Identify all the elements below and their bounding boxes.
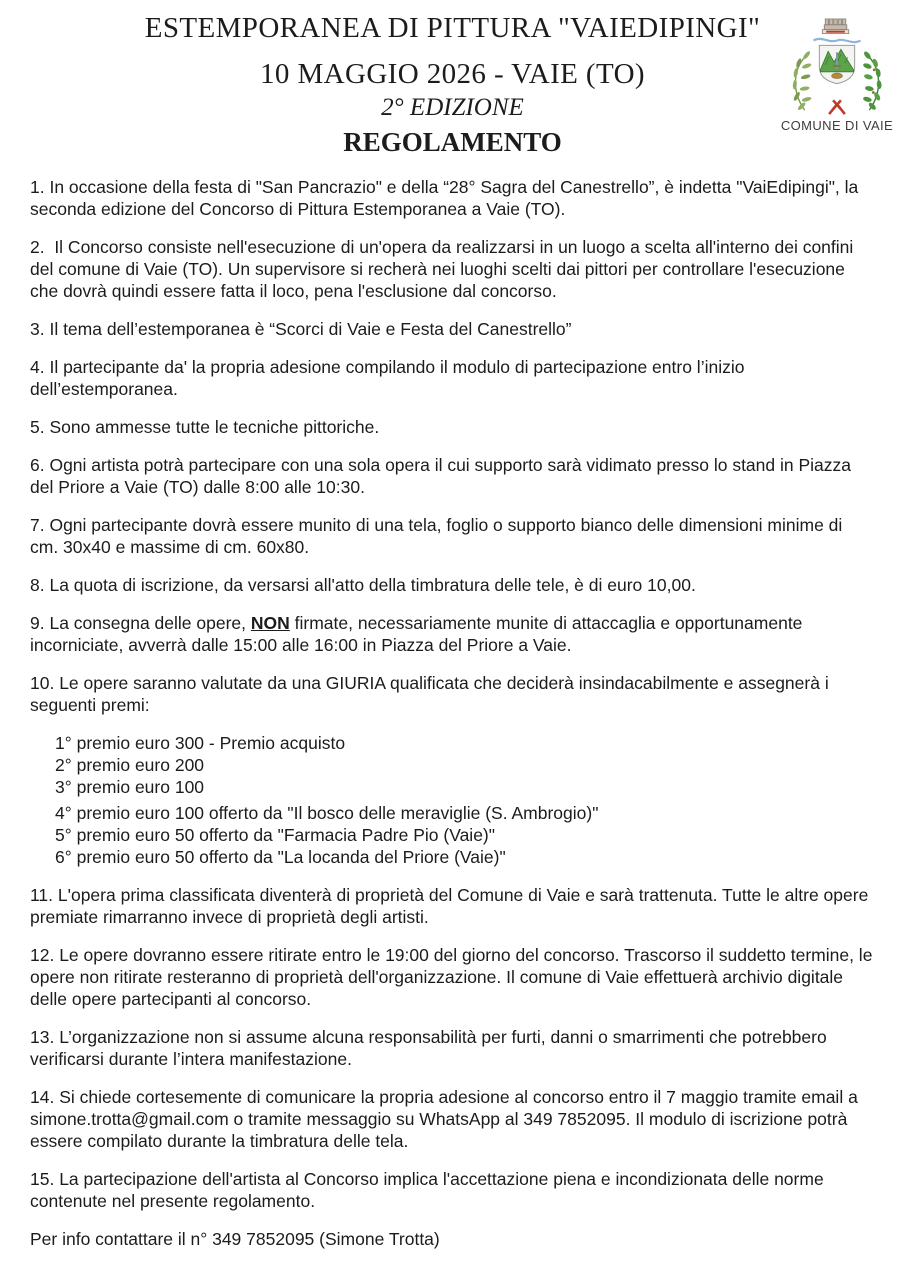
rule-11: 11. L'opera prima classificata diventerà di proprietà del Comune di Vaie e sarà trattenuta. Tutte le altre opere premiate rimarranno invece di proprietà degli artisti.	[30, 885, 869, 927]
logo-caption: COMUNE DI VAIE	[780, 118, 894, 133]
prize-item-5: 5° premio euro 50 offerto da "Farmacia Padre Pio (Vaie)"	[55, 825, 495, 845]
rule-14: 14. Si chiede cortesemente di comunicare la propria adesione al concorso entro il 7 maggio tramite email a simone.trotta@gmail.com o tramite messaggio su WhatsApp al 349 7852095. Il modulo di iscrizione potrà essere compilato durante la timbratura delle tela.	[30, 1087, 858, 1151]
scroll-shape	[813, 39, 860, 42]
ribbon-shape	[829, 100, 845, 114]
prize-item-6: 6° premio euro 50 offerto da "La locanda del Priore (Vaie)"	[55, 847, 506, 867]
prize-list	[30, 732, 875, 868]
rules-list	[0, 158, 905, 1250]
rule-9-text-before: 9. La consegna delle opere,	[30, 613, 251, 633]
rule-9	[30, 612, 875, 656]
rule-2: 2. Il Concorso consiste nell'esecuzione di un'opera da realizzarsi in un luogo a scelta all'interno dei confini del comune di Vaie (TO). Un supervisore si recherà nei luoghi scelti dai pittori per controllare l'esecuzione che dovrà quindi essere fatta il loco, pena l'esclusione dal concorso.	[30, 237, 854, 301]
rule-4: 4. Il partecipante da' la propria adesione compilando il modulo di partecipazione entro l’inizio dell’estemporanea.	[30, 357, 745, 399]
rule-9-bold-non: NON	[250, 613, 290, 633]
rule-1: 1. In occasione della festa di "San Pancrazio" e della “28° Sagra del Canestrello”, è indetta "VaiEdipingi", la seconda edizione del Concorso di Pittura Estemporanea a Vaie (TO).	[30, 177, 859, 219]
rule-8: 8. La quota di iscrizione, da versarsi all'atto della timbratura delle tele, è di euro 10,00.	[30, 575, 696, 595]
olive-branch-shape	[792, 50, 811, 111]
prize-item-1: 1° premio euro 300 - Premio acquisto	[55, 733, 346, 753]
document-edition: 2° EDIZIONE	[381, 94, 524, 121]
coat-of-arms-icon	[783, 16, 891, 117]
rule-9-text-after: firmate, necessariamente munite di attaccaglia e opportunamente incorniciate, avverrà dalle 15:00 alle 16:00 in Piazza del Priore a Vaie.	[30, 613, 803, 655]
crown-shape	[822, 19, 848, 34]
document-section-title: REGOLAMENTO	[343, 127, 562, 157]
title-block	[0, 12, 905, 158]
rule-10: 10. Le opere saranno valutate da una GIURIA qualificata che deciderà insindacabilmente e assegnerà i seguenti premi:	[30, 673, 829, 715]
prize-item-2: 2° premio euro 200	[55, 755, 205, 775]
municipality-logo	[777, 16, 897, 133]
rule-15: 15. La partecipazione dell'artista al Concorso implica l'accettazione piena e incondizionata delle norme contenute nel presente regolamento.	[30, 1169, 824, 1211]
document-header	[0, 0, 905, 158]
rule-6: 6. Ogni artista potrà partecipare con una sola opera il cui supporto sarà vidimato presso lo stand in Piazza del Priore a Vaie (TO) dalle 8:00 alle 10:30.	[30, 455, 852, 497]
document-date-location: 10 MAGGIO 2026 - VAIE (TO)	[260, 58, 645, 90]
rule-7: 7. Ogni partecipante dovrà essere munito di una tela, foglio o supporto bianco delle dimensioni minime di cm. 30x40 e massime di cm. 60x80.	[30, 515, 843, 557]
mound-shape	[832, 73, 843, 78]
rule-5: 5. Sono ammesse tutte le tecniche pittoriche.	[30, 417, 380, 437]
document-title: ESTEMPORANEA DI PITTURA "VAIEDIPINGI"	[144, 12, 761, 44]
rule-13: 13. L’organizzazione non si assume alcuna responsabilità per furti, danni o smarrimenti che potrebbero verificarsi durante l’intera manifestazione.	[30, 1027, 827, 1069]
oak-branch-shape	[862, 50, 881, 111]
rule-12: 12. Le opere dovranno essere ritirate entro le 19:00 del giorno del concorso. Trascorso il suddetto termine, le opere non ritirate resteranno di proprietà dell'organizzazione. Il comune di Vaie effettuerà archivio digitale delle opere partecipanti al concorso.	[30, 945, 873, 1009]
prize-item-4: 4° premio euro 100 offerto da "Il bosco delle meraviglie (S. Ambrogio)"	[55, 803, 599, 823]
contact-info: Per info contattare il n° 349 7852095 (Simone Trotta)	[30, 1229, 440, 1249]
rule-3: 3. Il tema dell’estemporanea è “Scorci di Vaie e Festa del Canestrello”	[30, 319, 572, 339]
prize-item-3: 3° premio euro 100	[55, 777, 205, 797]
